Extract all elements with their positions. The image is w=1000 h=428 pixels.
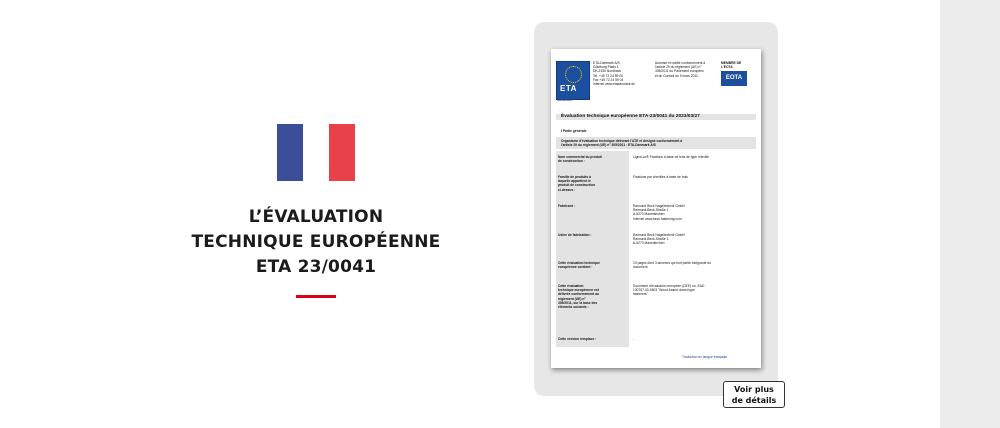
row-value-line: 130767-00-0603 "Wood-based dowel-type — [633, 288, 695, 293]
row-label-line: laquelle appartient le — [558, 179, 591, 184]
row-value-line: fasteners". — [633, 292, 649, 297]
heading-line-3: ETA 23/0041 — [255, 257, 377, 277]
document-title: Évaluation technique européenne ETA-23/0041 du 2023/03/27 — [561, 114, 700, 119]
row-value-line: Raimund Beck Nageltechnik GmbH — [633, 204, 685, 208]
eta-danmark-logo — [556, 61, 590, 100]
row-value-line: LignoLoc® Fixations à base de bois de type cheville — [633, 155, 709, 159]
translation-note: Traduction en langue française — [682, 355, 728, 359]
row-value-line: Internet www.beck-fastening.com — [633, 216, 682, 221]
row-label-line: produit de construction — [558, 183, 595, 188]
row-label-line: 305/2011, sur la base des — [558, 300, 598, 305]
member-line: MEMBRE DE — [721, 61, 742, 65]
row-value-line: - — [633, 337, 635, 341]
french-flag-icon — [277, 124, 355, 181]
row-label-line: Cette version remplace : — [558, 337, 597, 341]
right-side-panel — [940, 0, 1000, 428]
eota-logo: EOTA — [721, 71, 747, 86]
page-heading — [180, 205, 452, 280]
logo-text: ETA — [560, 84, 577, 93]
row-label-line: Cette évaluation — [558, 284, 584, 288]
address-line: DK-2150 Nordhavn — [593, 69, 622, 74]
flag-white-stripe — [303, 124, 329, 181]
row-label-line: Fabricant : — [558, 204, 575, 208]
address-line: Internet www.etadanmark.dk — [593, 82, 635, 86]
row-label-line: de construction : — [558, 159, 585, 164]
row-label-line: Nom commercial du produit — [558, 155, 602, 159]
eu-stars-icon — [565, 66, 582, 83]
row-label-line: européenne contient : — [558, 265, 593, 270]
row-label-line: éléments suivants : — [558, 305, 589, 309]
document-thumbnail[interactable] — [551, 49, 761, 368]
member-line: L'EOTA — [721, 65, 733, 70]
heading-line-2: TECHNIQUE EUROPÉENNE — [191, 232, 441, 252]
row-value-line: A-5270 Mauerkirchen — [633, 241, 665, 246]
row-value-line: A-5270 Mauerkirchen — [633, 212, 665, 217]
row-value-line: 10 pages dont 3 annexes qui font partie intégrante du — [633, 261, 712, 265]
authorisation-line: et du Conseil du 9 mars 2011. — [655, 73, 699, 78]
details-button-line-1: Voir plus — [734, 385, 774, 394]
row-value-line: Raimund Beck Nageltechnik GmbH — [633, 233, 685, 237]
flag-blue-stripe — [277, 124, 303, 181]
address-line: Fax +45 72 24 59 04 — [593, 77, 624, 82]
heading-underline — [296, 295, 336, 298]
row-value-line: Fixations par chevilles à base de bois — [633, 175, 688, 179]
see-more-details-button[interactable] — [723, 381, 785, 408]
row-value-line: Raimund-Beck-Straße 1 — [633, 208, 669, 213]
address-line: ETA-Danmark A/S — [593, 61, 620, 65]
address-line: Tel. +45 72 24 59 00 — [593, 73, 623, 78]
authorisation-line: 305/2011 du Parlement européen — [655, 69, 704, 74]
heading-line-1: L’ÉVALUATION — [248, 207, 384, 227]
row-value-line: document — [633, 265, 648, 270]
row-value-line: Raimund-Beck-Straße 1 — [633, 237, 669, 242]
authorisation-line: Autorisé et notifié conformément à — [655, 61, 706, 65]
section-heading: I Partie générale — [561, 129, 587, 133]
row-label-line: technique européenne est — [558, 288, 599, 293]
org-heading-line: l'article 29 du règlement (UE) n° 305/2011 : ETA-Danmark A/S — [561, 143, 656, 148]
row-value-line: Document d'évaluation européen (DEE) no. EAD — [633, 284, 705, 288]
row-label-line: délivrée conformément au — [558, 292, 600, 297]
row-label-line: ci-dessus : — [558, 187, 576, 192]
logo-subtitle: DANMARK — [557, 98, 573, 102]
row-label-line: Usine de fabrication : — [558, 233, 592, 237]
flag-red-stripe — [329, 124, 355, 181]
details-button-line-2: de détails — [731, 396, 777, 405]
address-line: Göteborg Plads 1 — [593, 65, 619, 70]
row-label-line: règlement (UE) n° — [558, 296, 586, 301]
row-label-line: Famille de produits à — [558, 175, 591, 179]
org-heading-line: Organisme d'évaluation technique délivrant l'ATE et désigné conformément à — [561, 139, 683, 143]
authorisation-line: l'article 29 du règlement (UE) n° — [655, 65, 702, 70]
row-label-line: Cette évaluation technique — [558, 261, 600, 265]
